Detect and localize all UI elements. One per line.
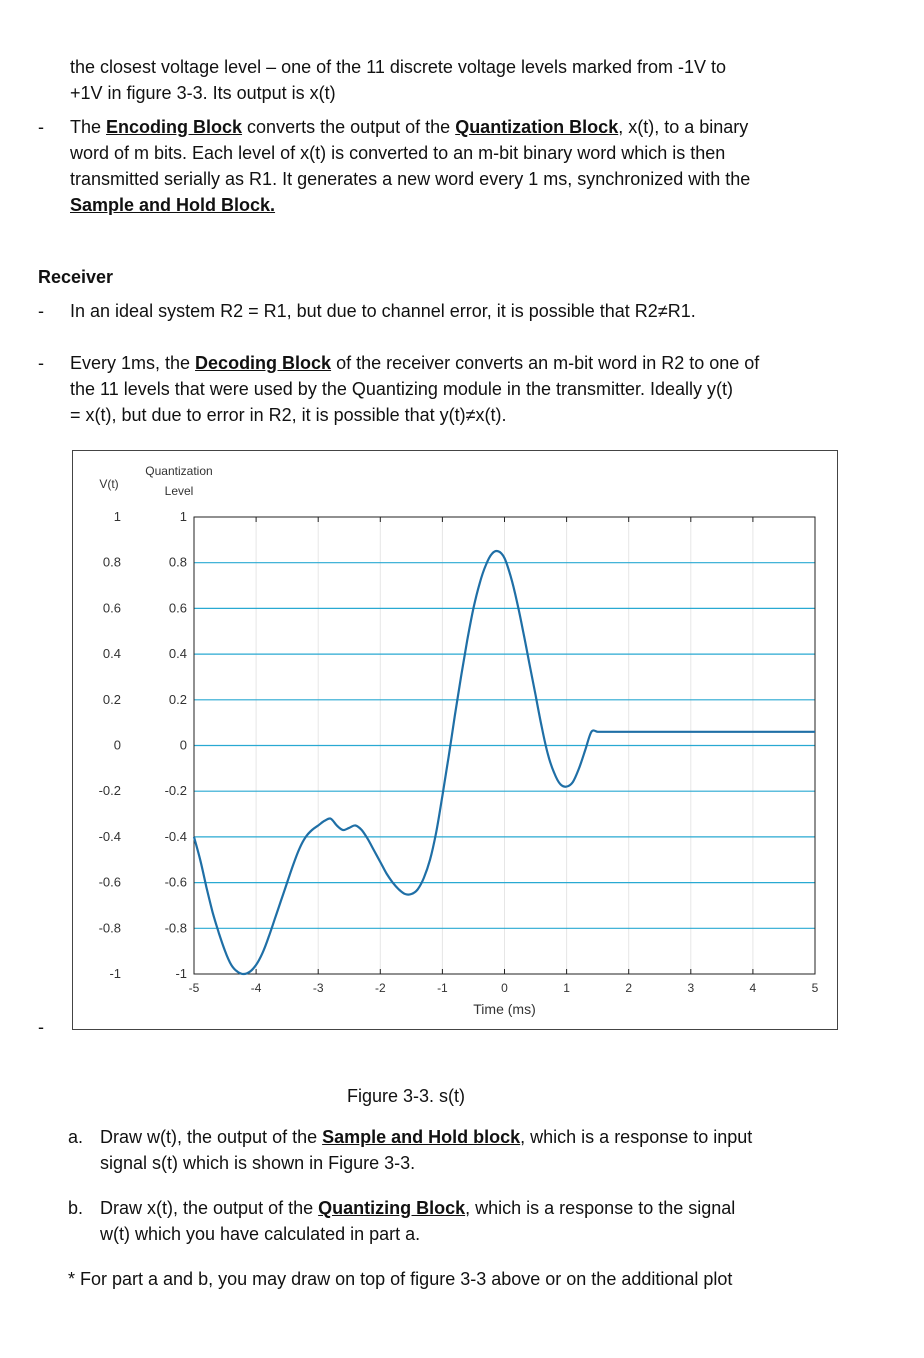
x-tick-label: -3 <box>312 981 324 995</box>
quantization-tick-label: 1 <box>179 509 187 524</box>
quantization-tick-label: -0.2 <box>164 783 187 799</box>
vt-tick-label: -0.2 <box>98 783 121 799</box>
intro-line-2: +1V in figure 3-3. Its output is x(t) <box>70 83 336 103</box>
quantization-tick-label: -0.4 <box>164 828 187 844</box>
vt-tick-label: 0.8 <box>102 554 121 570</box>
receiver-text: of the receiver converts an m-bit word in R2 to one of <box>331 353 760 373</box>
intro-line-1: the closest voltage level – one of the 11 discrete voltage levels marked from -1V to <box>70 57 727 77</box>
y-axis-label-quantization: Quantization <box>145 464 213 478</box>
x-tick-label: 2 <box>625 981 633 995</box>
y-axis-label-vt: V(t) <box>99 477 119 491</box>
x-tick-label: 0 <box>501 981 508 995</box>
quantization-tick-label: -0.6 <box>164 874 187 890</box>
x-tick-label: -4 <box>250 981 262 995</box>
receiver-item-2-line-1 <box>70 350 759 376</box>
encoding-text: converts the output of the <box>242 117 456 137</box>
question-b-line-2: w(t) which you have calculated in part a. <box>100 1224 421 1244</box>
vt-tick-label: 0.4 <box>102 646 121 662</box>
note-line: * For part a and b, you may draw on top of figure 3-3 above or on the additional plot <box>68 1269 733 1289</box>
question-text: Draw x(t), the output of the <box>100 1198 319 1218</box>
quantization-block-link: Quantization Block <box>455 117 619 137</box>
question-a-line-2: signal s(t) which is shown in Figure 3-3. <box>100 1153 416 1173</box>
x-tick-label: -5 <box>188 981 200 995</box>
stray-dash: - <box>38 1017 44 1037</box>
y-axis-label-level: Level <box>164 484 194 498</box>
receiver-item-1: In an ideal system R2 = R1, but due to channel error, it is possible that R2≠R1. <box>70 301 696 321</box>
x-axis-label: Time (ms) <box>473 1001 536 1017</box>
receiver-item-2-line-2: the 11 levels that were used by the Quantizing module in the transmitter. Ideally y(t) <box>70 379 734 399</box>
sample-and-hold-link: Sample and Hold Block. <box>70 195 276 215</box>
encoding-line-1 <box>70 114 748 140</box>
x-tick-label: 5 <box>811 981 819 995</box>
question-text: Draw w(t), the output of the <box>100 1127 323 1147</box>
vt-tick-label: -0.8 <box>98 920 121 936</box>
receiver-text: Every 1ms, the <box>70 353 196 373</box>
question-b-line-1 <box>100 1195 735 1221</box>
figure-frame <box>72 450 838 1030</box>
vt-tick-label: -1 <box>109 966 121 981</box>
quantization-tick-label: -1 <box>175 966 187 981</box>
question-a-label: a. <box>68 1127 84 1147</box>
encoding-text: The <box>70 117 107 137</box>
question-a-line-1 <box>100 1124 752 1150</box>
quantization-tick-label: 0.2 <box>168 691 187 707</box>
signal-chart <box>73 451 839 1031</box>
quantization-tick-label: 0.6 <box>168 600 187 616</box>
encoding-line-4 <box>70 192 275 218</box>
encoding-text: , x(t), to a binary <box>618 117 749 137</box>
quantization-tick-label: -0.8 <box>164 920 187 936</box>
vt-tick-label: 1 <box>113 509 121 524</box>
bullet-dash: - <box>38 353 44 373</box>
encoding-line-3: transmitted serially as R1. It generates a new word every 1 ms, synchronized with the <box>70 169 751 189</box>
bullet-dash: - <box>38 117 44 137</box>
receiver-heading: Receiver <box>38 267 114 287</box>
bullet-dash: - <box>38 301 44 321</box>
vt-tick-label: -0.6 <box>98 874 121 890</box>
x-tick-label: -1 <box>437 981 448 995</box>
encoding-block-link: Encoding Block <box>106 117 243 137</box>
receiver-item-2-line-3: = x(t), but due to error in R2, it is possible that y(t)≠x(t). <box>70 405 507 425</box>
encoding-line-2: word of m bits. Each level of x(t) is converted to an m-bit binary word which is then <box>70 143 726 163</box>
question-text: , which is a response to input <box>520 1127 753 1147</box>
decoding-block-link: Decoding Block <box>195 353 332 373</box>
figure-caption: Figure 3-3. s(t) <box>347 1086 466 1106</box>
x-tick-label: 1 <box>563 981 570 995</box>
question-b-label: b. <box>68 1198 84 1218</box>
vt-tick-label: 0.6 <box>102 600 121 616</box>
x-tick-label: 4 <box>749 981 757 995</box>
vt-tick-label: 0 <box>113 737 121 753</box>
x-tick-label: 3 <box>687 981 695 995</box>
sample-and-hold-block-link: Sample and Hold block <box>322 1127 521 1147</box>
vt-tick-label: 0.2 <box>102 691 121 707</box>
quantizing-block-link: Quantizing Block <box>318 1198 466 1218</box>
question-text: , which is a response to the signal <box>465 1198 736 1218</box>
x-tick-label: -2 <box>374 981 386 995</box>
quantization-tick-label: 0 <box>179 737 187 753</box>
quantization-tick-label: 0.4 <box>168 646 187 662</box>
vt-tick-label: -0.4 <box>98 828 121 844</box>
quantization-tick-label: 0.8 <box>168 554 187 570</box>
